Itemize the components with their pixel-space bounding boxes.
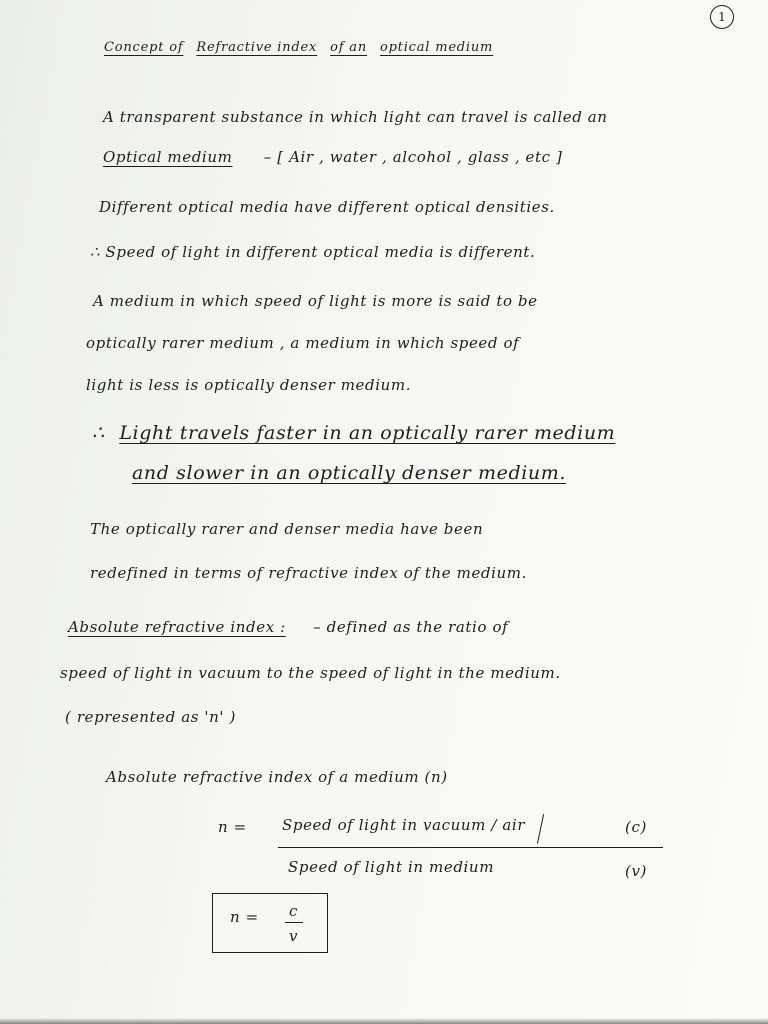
boxed-denominator: v (289, 927, 299, 945)
definition-line2: speed of light in vacuum to the speed of light in the medium. (60, 664, 561, 682)
para3-line3: light is less is optically denser medium. (86, 376, 412, 394)
conclusion-line1 (92, 422, 615, 444)
boxed-numerator: c (289, 902, 299, 920)
conclusion-text1: Light travels faster in an optically rarer medium (119, 422, 616, 444)
heading-part4: optical medium (379, 40, 494, 55)
optical-medium-examples: – [ Air , water , alcohol , glass , etc ] (263, 148, 563, 166)
para2-line2: ∴ Speed of light in different optical media is different. (90, 243, 536, 261)
para3-line2: optically rarer medium , a medium in which speed of (86, 334, 520, 352)
boxed-fraction-bar (285, 922, 303, 923)
conclusion-text2: and slower in an optically denser medium. (132, 462, 566, 484)
page-number: 1 (710, 5, 734, 29)
optical-medium-term: Optical medium (103, 148, 233, 166)
numerator-slash (537, 814, 545, 844)
para1-line2 (103, 148, 562, 166)
therefore-symbol: ∴ (92, 422, 105, 444)
para4-line2: redefined in terms of refractive index of the medium. (90, 564, 527, 582)
para2-line1: Different optical media have different optical densities. (99, 198, 555, 216)
fraction-bar (278, 847, 663, 848)
heading-part3: of an (330, 40, 367, 55)
para3-line1: A medium in which speed of light is more is said to be (93, 292, 538, 310)
conclusion-line2 (132, 462, 566, 484)
definition-line1 (68, 618, 508, 636)
para1-line1: A transparent substance in which light can travel is called an (103, 108, 608, 126)
formula-denominator: Speed of light in medium (288, 858, 495, 876)
heading-part1: Concept of (104, 40, 184, 55)
definition-term: Absolute refractive index : (68, 618, 286, 636)
formula-numerator: Speed of light in vacuum / air (282, 816, 526, 834)
para4-line1: The optically rarer and denser media have been (90, 520, 484, 538)
page-bottom-edge (0, 1018, 768, 1024)
formula-numerator-symbol: (c) (625, 818, 647, 836)
formula-lhs: n = (218, 818, 247, 836)
heading-part2: Refractive index (196, 40, 318, 55)
definition-line3: ( represented as 'n' ) (65, 708, 236, 726)
boxed-lhs: n = (230, 908, 259, 926)
formula-label: Absolute refractive index of a medium (n) (106, 768, 448, 786)
definition-text1: – defined as the ratio of (313, 618, 509, 636)
heading (104, 40, 493, 55)
formula-denominator-symbol: (v) (625, 862, 647, 880)
